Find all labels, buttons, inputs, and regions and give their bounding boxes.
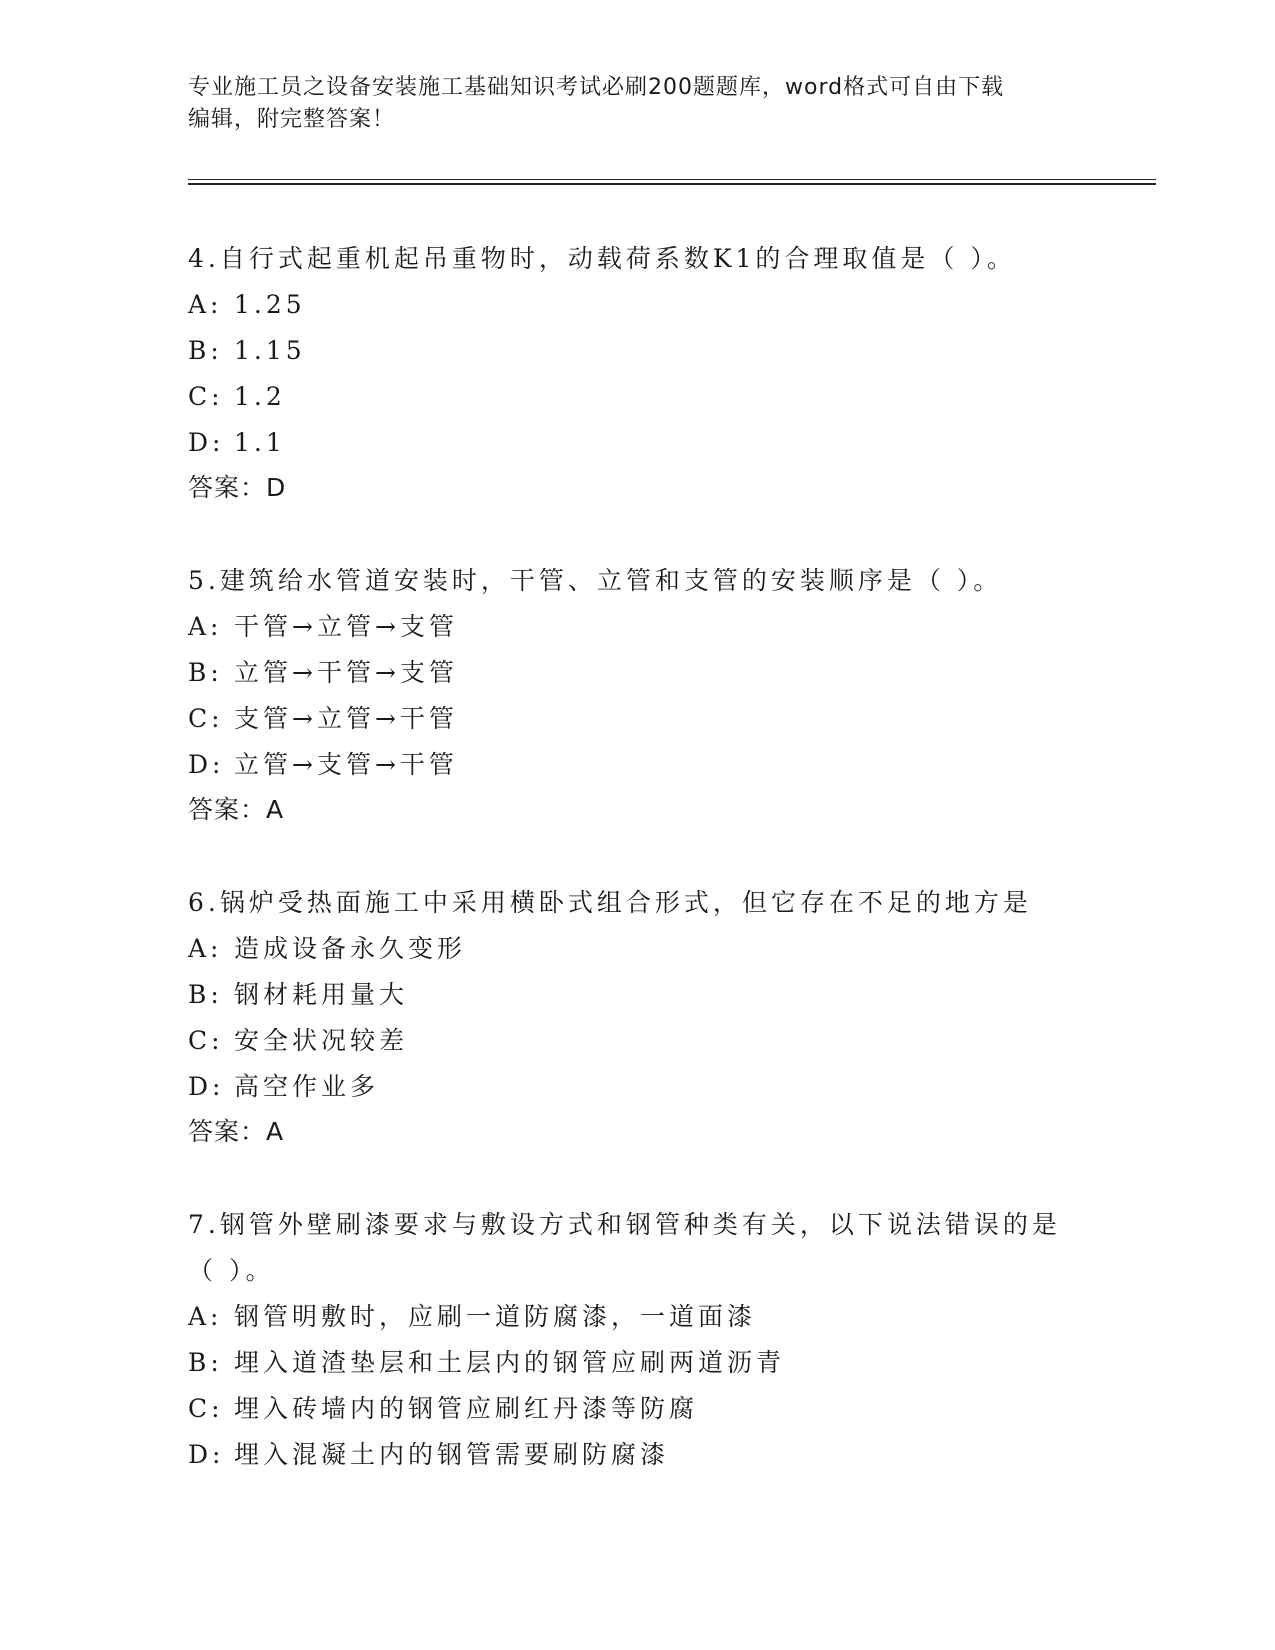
option-text: 立管→支管→干管 (234, 750, 458, 779)
option-b (188, 328, 1088, 374)
option-text: 1.25 (234, 290, 306, 319)
option-text: 干管→立管→支管 (234, 612, 458, 641)
question-4 (188, 236, 1088, 510)
option-key: B: (188, 658, 223, 687)
document-header (188, 72, 1068, 136)
question-list (188, 236, 1088, 1526)
option-key: A: (188, 934, 223, 963)
option-key: B: (188, 1348, 223, 1377)
option-d (188, 1064, 1088, 1110)
option-key: C: (188, 1394, 224, 1423)
option-key: D: (188, 1072, 225, 1101)
option-b (188, 650, 1088, 696)
question-text-line-2: （ ）。 (188, 1256, 275, 1285)
answer-line: 答案：A (188, 795, 285, 824)
option-d (188, 742, 1088, 788)
option-text: 高空作业多 (234, 1072, 380, 1101)
option-key: A: (188, 290, 223, 319)
option-key: A: (188, 1302, 223, 1331)
option-c (188, 1386, 1088, 1432)
option-text: 钢管明敷时，应刷一道防腐漆，一道面漆 (234, 1302, 757, 1331)
option-d (188, 1432, 1088, 1478)
question-text (188, 1202, 1088, 1294)
option-key: B: (188, 980, 223, 1009)
question-7 (188, 1202, 1088, 1478)
option-text: 埋入混凝土内的钢管需要刷防腐漆 (234, 1440, 670, 1469)
option-text: 立管→干管→支管 (234, 658, 458, 687)
option-c (188, 1018, 1088, 1064)
header-line-2: 编辑，附完整答案！ (188, 107, 396, 132)
question-text: 6.锅炉受热面施工中采用横卧式组合形式，但它存在不足的地方是 (188, 888, 1032, 917)
answer-line: 答案：A (188, 1117, 285, 1146)
option-key: B: (188, 336, 223, 365)
header-line-1: 专业施工员之设备安装施工基础知识考试必刷200题题库，word格式可自由下载 (188, 75, 1005, 100)
question-text: 5.建筑给水管道安装时，干管、立管和支管的安装顺序是（ ）。 (188, 566, 1003, 595)
option-b (188, 972, 1088, 1018)
option-key: C: (188, 704, 224, 733)
header-divider-thin (188, 179, 1156, 180)
option-key: C: (188, 382, 224, 411)
option-b (188, 1340, 1088, 1386)
option-key: D: (188, 428, 225, 457)
option-text: 支管→立管→干管 (234, 704, 458, 733)
option-text: 钢材耗用量大 (234, 980, 409, 1009)
answer-line: 答案：D (188, 473, 287, 502)
option-key: A: (188, 612, 223, 641)
question-text-line-1: 7.钢管外壁刷漆要求与敷设方式和钢管种类有关，以下说法错误的是 (188, 1210, 1061, 1239)
header-divider-thick (188, 183, 1156, 185)
option-a (188, 1294, 1088, 1340)
option-text: 埋入砖墙内的钢管应刷红丹漆等防腐 (234, 1394, 699, 1423)
option-text: 安全状况较差 (234, 1026, 409, 1055)
option-c (188, 696, 1088, 742)
option-c (188, 374, 1088, 420)
option-key: D: (188, 1440, 225, 1469)
option-a (188, 926, 1088, 972)
option-text: 1.15 (234, 336, 306, 365)
option-text: 1.1 (234, 428, 286, 457)
option-a (188, 282, 1088, 328)
question-5 (188, 558, 1088, 832)
option-text: 造成设备永久变形 (234, 934, 467, 963)
option-key: D: (188, 750, 225, 779)
question-text: 4.自行式起重机起吊重物时，动载荷系数K1的合理取值是（ ）。 (188, 244, 1016, 273)
option-d (188, 420, 1088, 466)
option-a (188, 604, 1088, 650)
question-6 (188, 880, 1088, 1154)
option-text: 1.2 (234, 382, 286, 411)
option-text: 埋入道渣垫层和土层内的钢管应刷两道沥青 (234, 1348, 786, 1377)
option-key: C: (188, 1026, 224, 1055)
